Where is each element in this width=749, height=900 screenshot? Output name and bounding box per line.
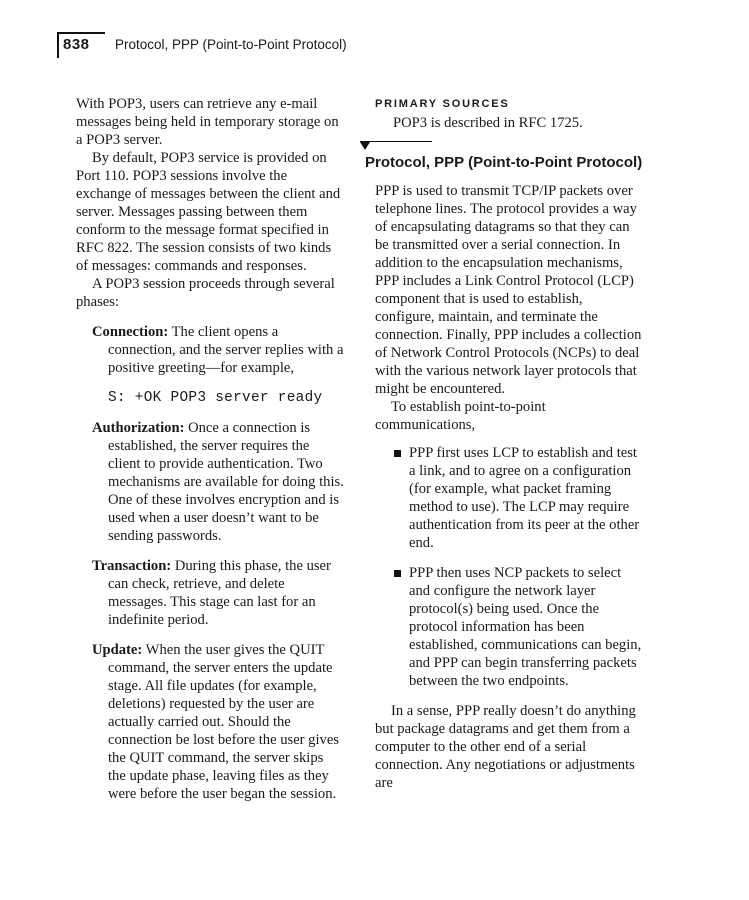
phase-transaction [92,557,344,629]
right-column [365,95,643,792]
running-title: Protocol, PPP (Point-to-Point Protocol) [115,37,347,52]
section-title: Protocol, PPP (Point-to-Point Protocol) [365,154,643,171]
section-marker [375,140,643,154]
phase-term: Transaction: [92,558,172,574]
paragraph: In a sense, PPP really doesn’t do anything but package datagrams and get them from a computer to the other end of a serial connection. Any negotiations or adjustments are [375,703,636,791]
list-item-text: PPP first uses LCP to establish and test a link, and to agree on a configuration (for example, what packet framing method to use). The LCP may require authentication from its peer at the other end. [409,445,640,551]
paragraph: PPP is used to transmit TCP/IP packets over telephone lines. The protocol provides a way of encapsulating datagrams so that they can be transmitted over a serial connection. In addition to the encapsulation mechanisms, PPP includes a Link Control Protocol (LCP) component that is used to establish, configure, maintain, and terminate the connection. Finally, PPP includes a collection of Network Control Protocols (NCPs) to deal with the various network layer protocols that might be encountered. [375,183,642,397]
primary-sources-heading: PRIMARY SOURCES [375,98,510,110]
paragraph: With POP3, users can retrieve any e-mail messages being held in temporary storage on a POP3 server. [76,96,339,148]
square-bullet-icon [394,450,401,457]
list-item [375,444,643,552]
phase-authorization [92,419,344,545]
phase-text: When the user gives the QUIT command, the server enters the update stage. All file updates (for example, deletions) requested by the user are actually carried out. Should the connection be lost before the user gives the QUIT command, the server skips the update phase, leaving files as they were before the user began the session. [108,642,339,802]
paragraph: A POP3 session proceeds through several phases: [76,276,335,310]
code-example: S: +OK POP3 server ready [108,390,323,406]
list-item [375,564,643,690]
phase-term: Authorization: [92,420,185,436]
paragraph: By default, POP3 service is provided on Port 110. POP3 sessions involve the exchange of messages between the client and server. Messages passing between them conform to the message format specified in RFC 822. The session consists of two kinds of messages: commands and responses. [76,150,341,274]
page-number: 838 [63,36,90,53]
phase-text: Once a connection is established, the server requires the client to provide authentication. Two mechanisms are available for doing this. One of these involves encryption and is used when a user doesn’t want to be sending passwords. [108,420,344,544]
phase-term: Connection: [92,324,169,340]
triangle-marker-icon [360,142,370,150]
phase-connection [92,323,344,377]
phase-term: Update: [92,642,143,658]
primary-sources-text: POP3 is described in RFC 1725. [393,115,583,131]
bullet-list [375,444,643,690]
list-item-text: PPP then uses NCP packets to select and configure the network layer protocol(s) being used. Once the protocol information has been established, communications can begin, and PPP can begin transferring packets between the two endpoints. [409,565,642,689]
phase-text: During this phase, the user can check, retrieve, and delete messages. This stage can last for an indefinite period. [108,558,331,628]
phase-update [92,641,344,803]
paragraph: To establish point-to-point communications, [375,399,546,433]
left-column [76,95,344,803]
square-bullet-icon [394,570,401,577]
phase-text: The client opens a connection, and the server replies with a positive greeting—for example, [108,324,344,376]
section-rule [360,141,432,142]
